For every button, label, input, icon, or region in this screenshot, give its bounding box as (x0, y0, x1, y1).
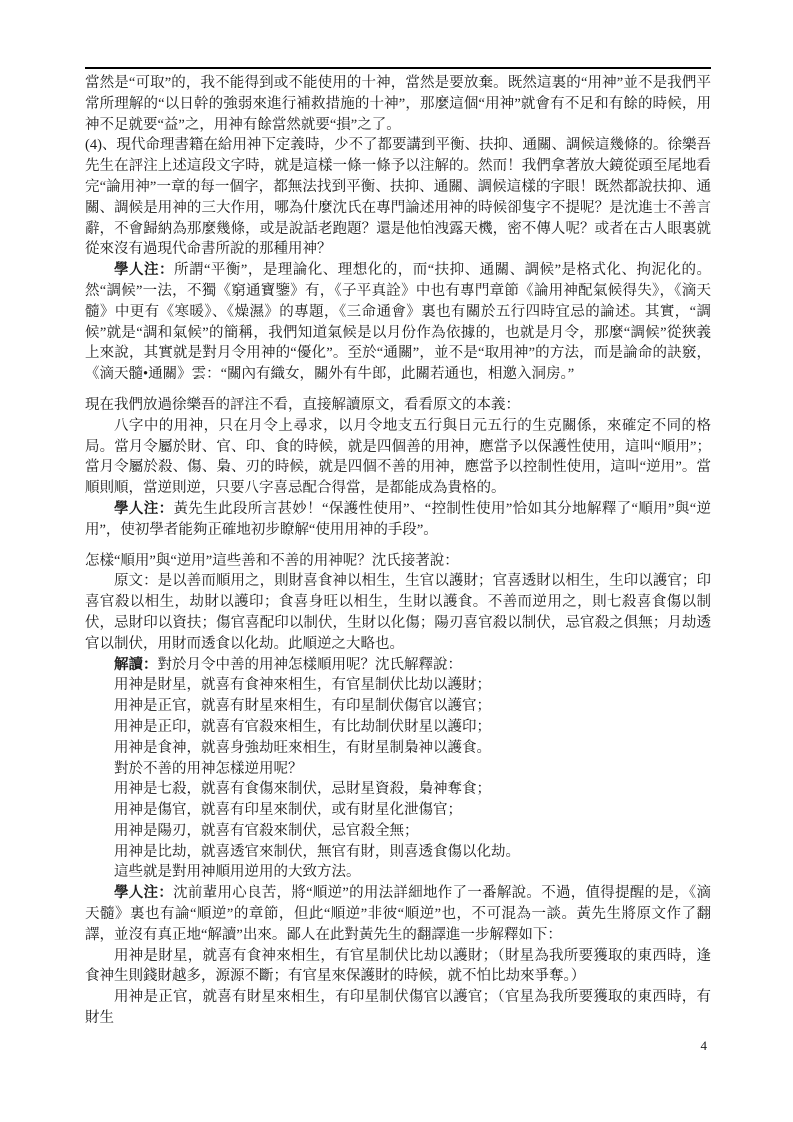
paragraph-lead: 解讀： (114, 656, 158, 673)
page-content (85, 60, 711, 1029)
paragraph-lead: 學人注： (114, 885, 174, 902)
paragraph: 怎樣“順用”與“逆用”這些善和不善的用神呢？沈氏接著說： (85, 552, 459, 569)
header-rule (85, 67, 711, 69)
paragraph: 用神是正官，就喜有財星來相生，有印星制伏傷官以護官； (114, 698, 491, 715)
page-number: 4 (700, 1038, 707, 1053)
paragraph: 用神是七殺，就喜有食傷來制伏，忌財星資殺，梟神奪食； (114, 781, 491, 798)
paragraph: 用神是陽刃，就喜有官殺來制伏，忌官殺全無； (114, 822, 419, 839)
paragraph: 當然是“可取”的，我不能得到或不能使用的十神，當然是要放棄。既然這裏的“用神”並不是我們平常所理解的“以日幹的強弱來進行補救措施的十神”，那麼這個“用神”就會有不足和有餘的時候，用神不足就要“益”之，用神有餘當然就要“損”之了。 (85, 75, 711, 133)
paragraph: 用神是正官，就喜有財星來相生，有印星制伏傷官以護官；（官星為我所要獲取的東西時，有財生 (85, 989, 711, 1027)
paragraph: (4)、現代命理書籍在給用神下定義時，少不了都要講到平衡、扶抑、通關、調候這幾條的。徐樂吾先生在評注上述這段文字時，就是這樣一條一條予以注解的。然而！我們拿著放大鏡從頭至尾地看完“論用神”一章的每一個字，都無法找到平衡、扶抑、通關、調候這樣的字眼！既然都說扶抑、通關、調候是用神的三大作用，哪為什麼沈氏在專門論述用神的時候卻隻字不提呢？是沈進士不善言辭，不會歸納為那麼幾條，或是說話老跑題？還是他怕洩露天機，密不傳人呢？或者在古人眼裏就從來沒有過現代命書所說的那種用神？ (85, 137, 711, 258)
paragraph: 用神是財星，就喜有食神來相生，有官星制伏比劫以護財；（財星為我所要獲取的東西時，逢食神生則錢財越多，源源不斷；有官星來保護財的時候，就不怕比劫來爭奪。） (85, 947, 711, 985)
paragraph: 對於不善的用神怎樣逆用呢？ (114, 760, 303, 777)
paragraph: 現在我們放過徐樂吾的評注不看，直接解讀原文，看看原文的本義： (85, 396, 520, 413)
paragraph: 學人注：黃先生此段所言甚妙！“保護性使用”、“控制性使用”恰如其分地解釋了“順用”與“逆用”，使初學者能夠正確地初步瞭解“使用用神的手段”。 (85, 500, 711, 538)
paragraph: 學人注：沈前輩用心良苦，將“順逆”的用法詳細地作了一番解說。不過，值得提醒的是，《滴天髓》裏也有論“順逆”的章節，但此“順逆”非彼“順逆”也，不可混為一談。黃先生將原文作了翻譯，並沒有真正地“解讀”出來。鄙人在此對黃先生的翻譯進一步解釋如下： (85, 885, 711, 943)
paragraph: 解讀：對於月令中善的用神怎樣順用呢？沈氏解釋說： (114, 656, 462, 673)
paragraph-lead: 學人注： (114, 262, 174, 279)
paragraph: 用神是傷官，就喜有印星來制伏，或有財星化泄傷官； (114, 802, 462, 819)
paragraph: 用神是財星，就喜有食神來相生，有官星制伏比劫以護財； (114, 677, 491, 694)
paragraph: 用神是比劫，就喜透官來制伏，無官有財，則喜透食傷以化劫。 (114, 843, 520, 860)
paragraph: 用神是正印，就喜有官殺來相生，有比劫制伏財星以護印； (114, 718, 491, 735)
paragraph-lead: 學人注： (114, 500, 174, 517)
paragraph: 用神是食神，就喜身強劫旺來相生，有財星制梟神以護食。 (114, 739, 491, 756)
paragraph: 學人注：所謂“平衡”，是理論化、理想化的，而“扶抑、通關、調候”是格式化、拘泥化的。然“調候”一法，不獨《窮通寶鑒》有，《子平真詮》中也有專門章節《論用神配氣候得失》，《滴天髓》中更有《寒暖》、《燥濕》的專題，《三命通會》裏也有關於五行四時宜忌的論述。其實，“調候”就是“調和氣候”的簡稱，我們知道氣候是以月份作為依據的，也就是月令，那麼“調候”從狹義上來說，其實就是對月令用神的“優化”。至於“通關”，並不是“取用神”的方法，而是論命的訣竅，《滴天髓•通關》雲：“關內有織女，關外有牛郎，此關若通也，相邀入洞房。” (85, 262, 711, 383)
paragraph: 原文：是以善而順用之，則財喜食神以相生，生官以護財；官喜透財以相生，生印以護官；印喜官殺以相生，劫財以護印；食喜身旺以相生，生財以護食。不善而逆用之，則七殺喜食傷以制伏，忌財印以資扶；傷官喜配印以制伏，生財以化傷；陽刃喜官殺以制伏，忌官殺之俱無；月劫透官以制伏，用財而透食以化劫。此順逆之大略也。 (85, 573, 711, 652)
paragraph: 八字中的用神，只在月令上尋求，以月令地支五行與日元五行的生克關係，來確定不同的格局。當月令屬於財、官、印、食的時候，就是四個善的用神，應當予以保護性使用，這叫“順用”；當月令屬於殺、傷、梟、刃的時候，就是四個不善的用神，應當予以控制性使用，這叫“逆用”。當順則順，當逆則逆，只要八字喜忌配合得當，是都能成為貴格的。 (85, 417, 711, 497)
paragraph: 這些就是對用神順用逆用的大致方法。 (114, 864, 361, 881)
document-body (85, 73, 711, 1029)
